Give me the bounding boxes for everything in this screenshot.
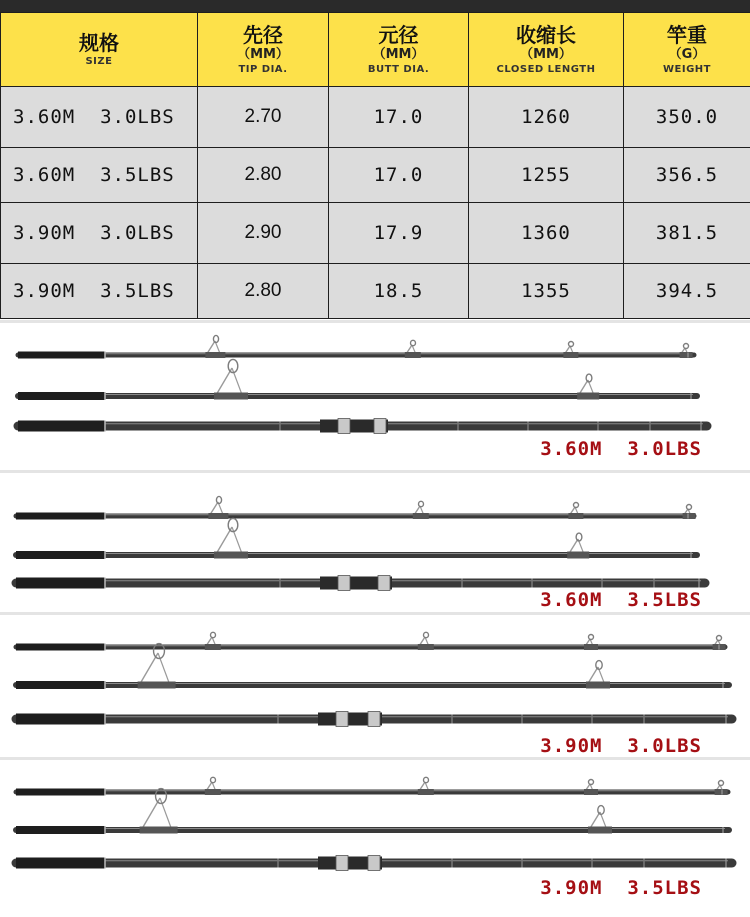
- reel-seat-ring: [338, 419, 350, 434]
- header-butt-en: BUTT DIA.: [329, 63, 468, 77]
- rod-grip: [16, 789, 105, 796]
- header-size: [1, 13, 198, 87]
- rod-grip: [18, 352, 105, 359]
- rod-grip: [16, 826, 105, 834]
- cell-closed: 1355: [469, 264, 624, 319]
- cell-closed: 1260: [469, 87, 624, 148]
- rod-spec-label: 3.90M 3.5LBS: [540, 877, 702, 899]
- guide-foot: [214, 393, 248, 400]
- rod-section: [16, 632, 726, 650]
- rod-section: [16, 712, 732, 727]
- guide-frame: [216, 368, 233, 396]
- guide-ring: [213, 335, 218, 342]
- rod-section: [16, 856, 732, 871]
- guide-foot: [413, 513, 429, 519]
- guide-ring: [424, 777, 429, 782]
- header-closed-cn: 收缩长: [469, 23, 623, 47]
- rod-grip: [16, 681, 105, 689]
- rod-spec-label: 3.60M 3.5LBS: [540, 589, 702, 611]
- cell-closed: 1255: [469, 148, 624, 203]
- guide-foot: [586, 682, 610, 689]
- guide-ring: [589, 780, 594, 785]
- reel-seat-ring: [338, 576, 350, 591]
- guide-foot: [683, 513, 696, 519]
- guide-ring: [719, 781, 724, 786]
- reel-seat-ring: [378, 576, 390, 591]
- header-tip-en: TIP DIA.: [198, 63, 328, 77]
- guide-ring: [411, 340, 416, 345]
- header-butt-cn: 元径: [329, 23, 468, 47]
- guide-ring: [216, 496, 221, 503]
- header-weight-unit: （G）: [624, 47, 750, 63]
- guide-ring: [574, 503, 579, 508]
- guide-foot: [680, 352, 693, 358]
- rod-section: [16, 518, 697, 559]
- reel-seat-ring: [368, 712, 380, 727]
- header-size-en: SIZE: [1, 55, 197, 69]
- guide-frame: [216, 527, 233, 555]
- guide-foot: [568, 513, 583, 519]
- cell-size: 3.90M 3.5LBS: [1, 264, 198, 319]
- cell-butt: 17.0: [329, 148, 469, 203]
- rod-section: [16, 789, 729, 834]
- rod-panel-3: [0, 612, 750, 760]
- rod-grip: [18, 392, 105, 400]
- table-row: [1, 87, 750, 148]
- guide-ring: [684, 344, 689, 349]
- guide-foot: [567, 552, 589, 559]
- reel-seat-ring: [374, 419, 386, 434]
- header-weight-cn: 竿重: [624, 23, 750, 47]
- rod-grip: [16, 714, 105, 725]
- guide-foot: [138, 682, 176, 689]
- guide-foot: [205, 789, 221, 795]
- guide-foot: [588, 827, 612, 834]
- header-closed-en: CLOSED LENGTH: [469, 63, 623, 77]
- cell-weight: 381.5: [624, 203, 750, 264]
- cell-closed: 1360: [469, 203, 624, 264]
- cell-tip: 2.90: [198, 203, 329, 264]
- rod-grip: [16, 644, 105, 651]
- guide-ring: [419, 501, 424, 506]
- spec-header-row: [1, 13, 750, 87]
- cell-butt: 17.0: [329, 87, 469, 148]
- guide-foot: [205, 352, 225, 358]
- guide-ring: [576, 533, 582, 541]
- guide-ring: [589, 635, 594, 640]
- header-butt-unit: （MM）: [329, 47, 468, 63]
- table-row: [1, 264, 750, 319]
- header-butt: [329, 13, 469, 87]
- header-tip-cn: 先径: [198, 23, 328, 47]
- guide-ring: [586, 374, 592, 382]
- cell-tip: 2.80: [198, 264, 329, 319]
- header-closed: [469, 13, 624, 87]
- cell-butt: 17.9: [329, 203, 469, 264]
- cell-butt: 18.5: [329, 264, 469, 319]
- reel-seat-ring: [336, 856, 348, 871]
- rod-grip: [16, 858, 105, 869]
- cell-tip: 2.80: [198, 148, 329, 203]
- guide-ring: [687, 505, 692, 510]
- cell-size: 3.90M 3.0LBS: [1, 203, 198, 264]
- cell-size: 3.60M 3.0LBS: [1, 87, 198, 148]
- rod-section: [16, 644, 729, 689]
- reel-seat-ring: [368, 856, 380, 871]
- guide-foot: [584, 644, 598, 650]
- cell-size: 3.60M 3.5LBS: [1, 148, 198, 203]
- rod-section: [18, 335, 694, 358]
- cell-weight: 350.0: [624, 87, 750, 148]
- rod-panel-4: [0, 757, 750, 917]
- rod-section: [18, 359, 697, 400]
- header-size-cn: 规格: [1, 31, 197, 55]
- guide-foot: [405, 352, 421, 358]
- guide-ring: [424, 632, 429, 637]
- guide-ring: [211, 632, 216, 637]
- rod-panel-2: [0, 470, 750, 615]
- table-row: [1, 203, 750, 264]
- guide-foot: [140, 827, 178, 834]
- rod-spec-label: 3.60M 3.0LBS: [540, 438, 702, 460]
- guide-foot: [418, 789, 434, 795]
- guide-foot: [418, 644, 434, 650]
- reel-seat-ring: [336, 712, 348, 727]
- guide-ring: [717, 636, 722, 641]
- guide-frame: [139, 653, 158, 685]
- rod-grip: [18, 421, 105, 432]
- header-weight: [624, 13, 750, 87]
- rod-grip: [16, 578, 105, 589]
- guide-foot: [584, 789, 598, 795]
- rod-panel-1: [0, 320, 750, 464]
- guide-foot: [208, 513, 228, 519]
- guide-foot: [214, 552, 248, 559]
- rod-grip: [16, 513, 105, 520]
- cell-tip: 2.70: [198, 87, 329, 148]
- cell-weight: 356.5: [624, 148, 750, 203]
- cell-weight: 394.5: [624, 264, 750, 319]
- header-weight-en: WEIGHT: [624, 63, 750, 77]
- header-tip-unit: （MM）: [198, 47, 328, 63]
- spec-table: [0, 12, 750, 319]
- rod-section: [18, 419, 707, 434]
- rod-grip: [16, 551, 105, 559]
- guide-frame: [141, 798, 160, 830]
- guide-foot: [563, 352, 578, 358]
- guide-ring: [569, 342, 574, 347]
- guide-foot: [205, 644, 221, 650]
- header-tip: [198, 13, 329, 87]
- header-closed-unit: （MM）: [469, 47, 623, 63]
- guide-ring: [211, 777, 216, 782]
- guide-foot: [715, 789, 728, 795]
- guide-foot: [577, 393, 599, 400]
- table-row: [1, 148, 750, 203]
- rod-section: [16, 496, 696, 519]
- rod-spec-label: 3.90M 3.0LBS: [540, 735, 702, 757]
- rod-section: [16, 777, 728, 795]
